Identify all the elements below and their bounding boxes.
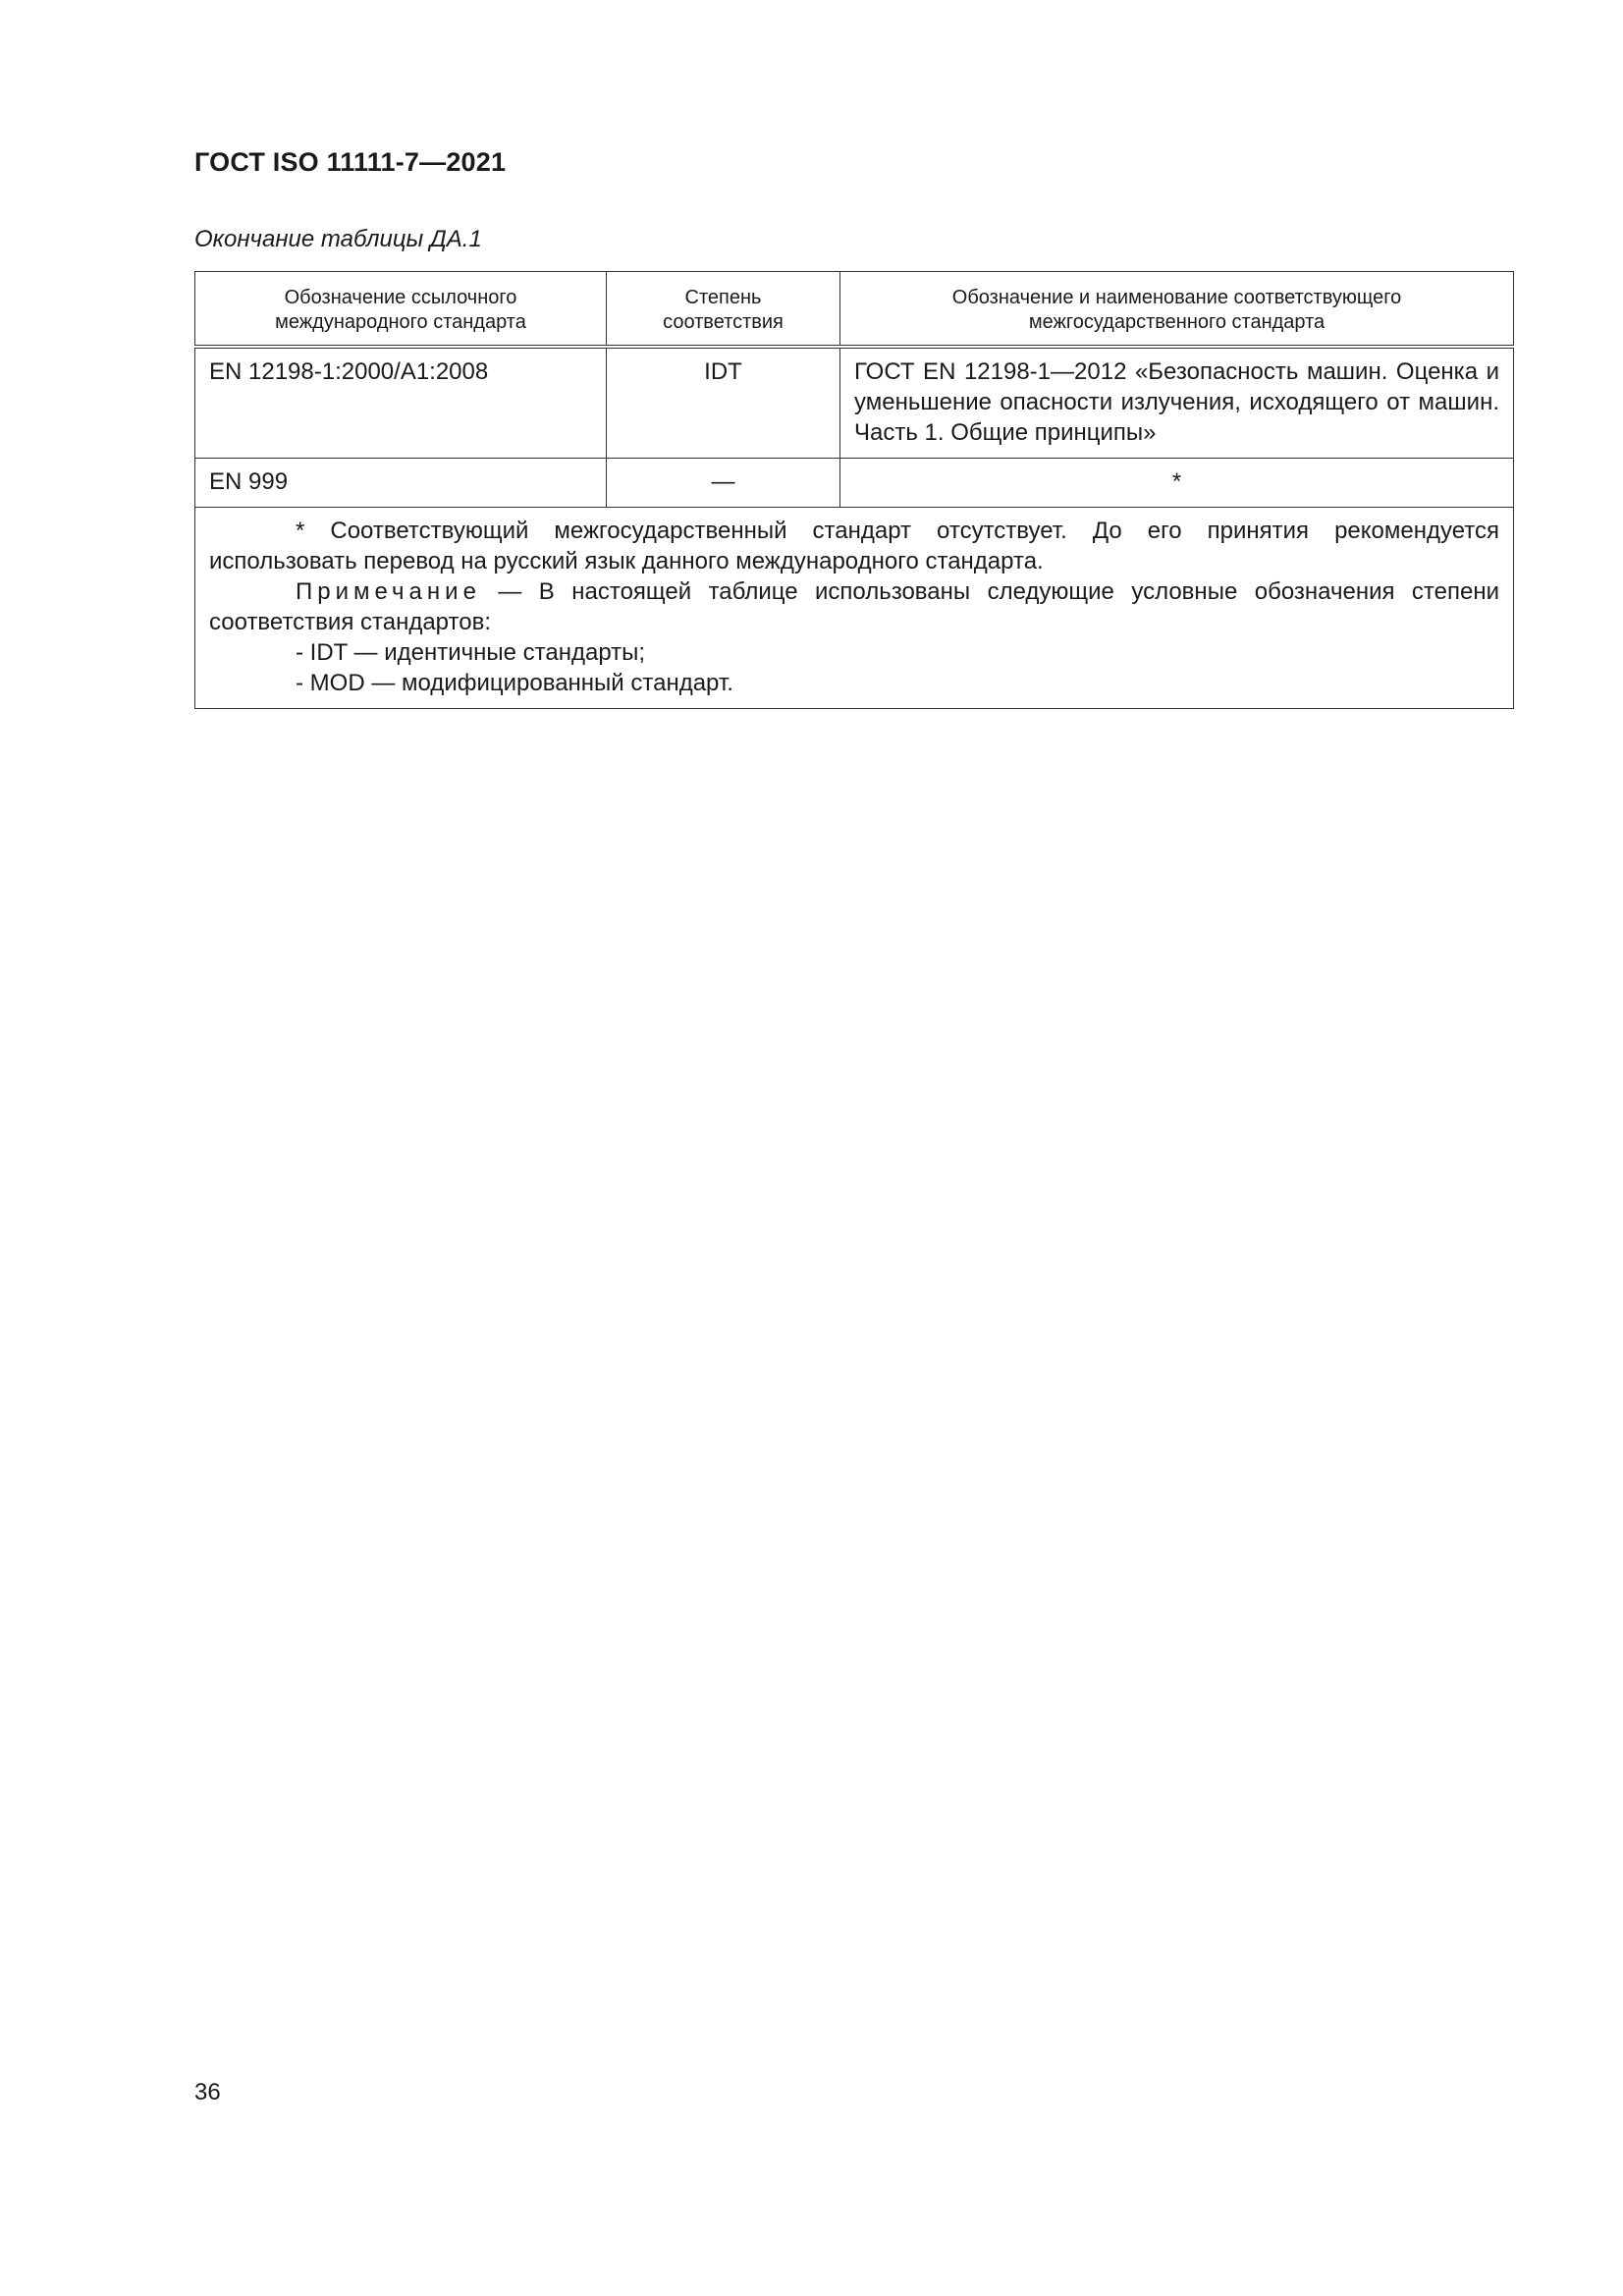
table-row [195, 459, 1514, 508]
table-caption: Окончание таблицы ДА.1 [194, 226, 482, 252]
cell-international: EN 999 [195, 459, 607, 508]
document-header: ГОСТ ISO 11111-7—2021 [194, 147, 507, 177]
cell-degree: — [607, 459, 840, 508]
cell-interstate: ГОСТ EN 12198-1—2012 «Безопасность машин. Оценка и уменьшение опасности излучения, исходящего от машин. Часть 1. Общие принципы» [840, 347, 1514, 459]
column-header-international-line-2: международного стандарта [275, 311, 526, 333]
column-header-international [195, 272, 607, 348]
cell-international: EN 12198-1:2000/A1:2008 [195, 347, 607, 459]
correspondence-table [194, 271, 1514, 709]
table-notes [195, 508, 1514, 709]
table-row [195, 347, 1514, 459]
column-header-degree-line-2: соответствия [663, 311, 784, 333]
cell-degree: IDT [607, 347, 840, 459]
legend-item-idt: - IDT — идентичные стандарты; [296, 639, 646, 666]
table-note [209, 576, 1499, 637]
table-notes-row [195, 508, 1514, 709]
footnote: * Соответствующий межгосударственный стандарт отсутствует. До его принятия рекомендуется использовать перевод на русский язык данного международного стандарта. [209, 518, 1499, 574]
column-header-interstate-line-1: Обозначение и наименование соответствующего [951, 287, 1402, 308]
column-header-interstate-line-2: межгосударственного стандарта [1028, 311, 1325, 333]
legend-item-mod: - MOD — модифицированный стандарт. [296, 670, 733, 696]
column-header-degree [607, 272, 840, 348]
cell-interstate: * [840, 459, 1514, 508]
table-header-row [195, 272, 1514, 348]
column-header-degree-line-1: Степень [684, 287, 762, 308]
note-label: Примечание [296, 578, 481, 605]
page-number: 36 [194, 2079, 221, 2105]
column-header-interstate [840, 272, 1514, 348]
column-header-international-line-1: Обозначение ссылочного [284, 287, 517, 308]
note-text: — В настоящей таблице использованы следующие условные обозначения степени соответствия стандартов: [209, 578, 1499, 635]
